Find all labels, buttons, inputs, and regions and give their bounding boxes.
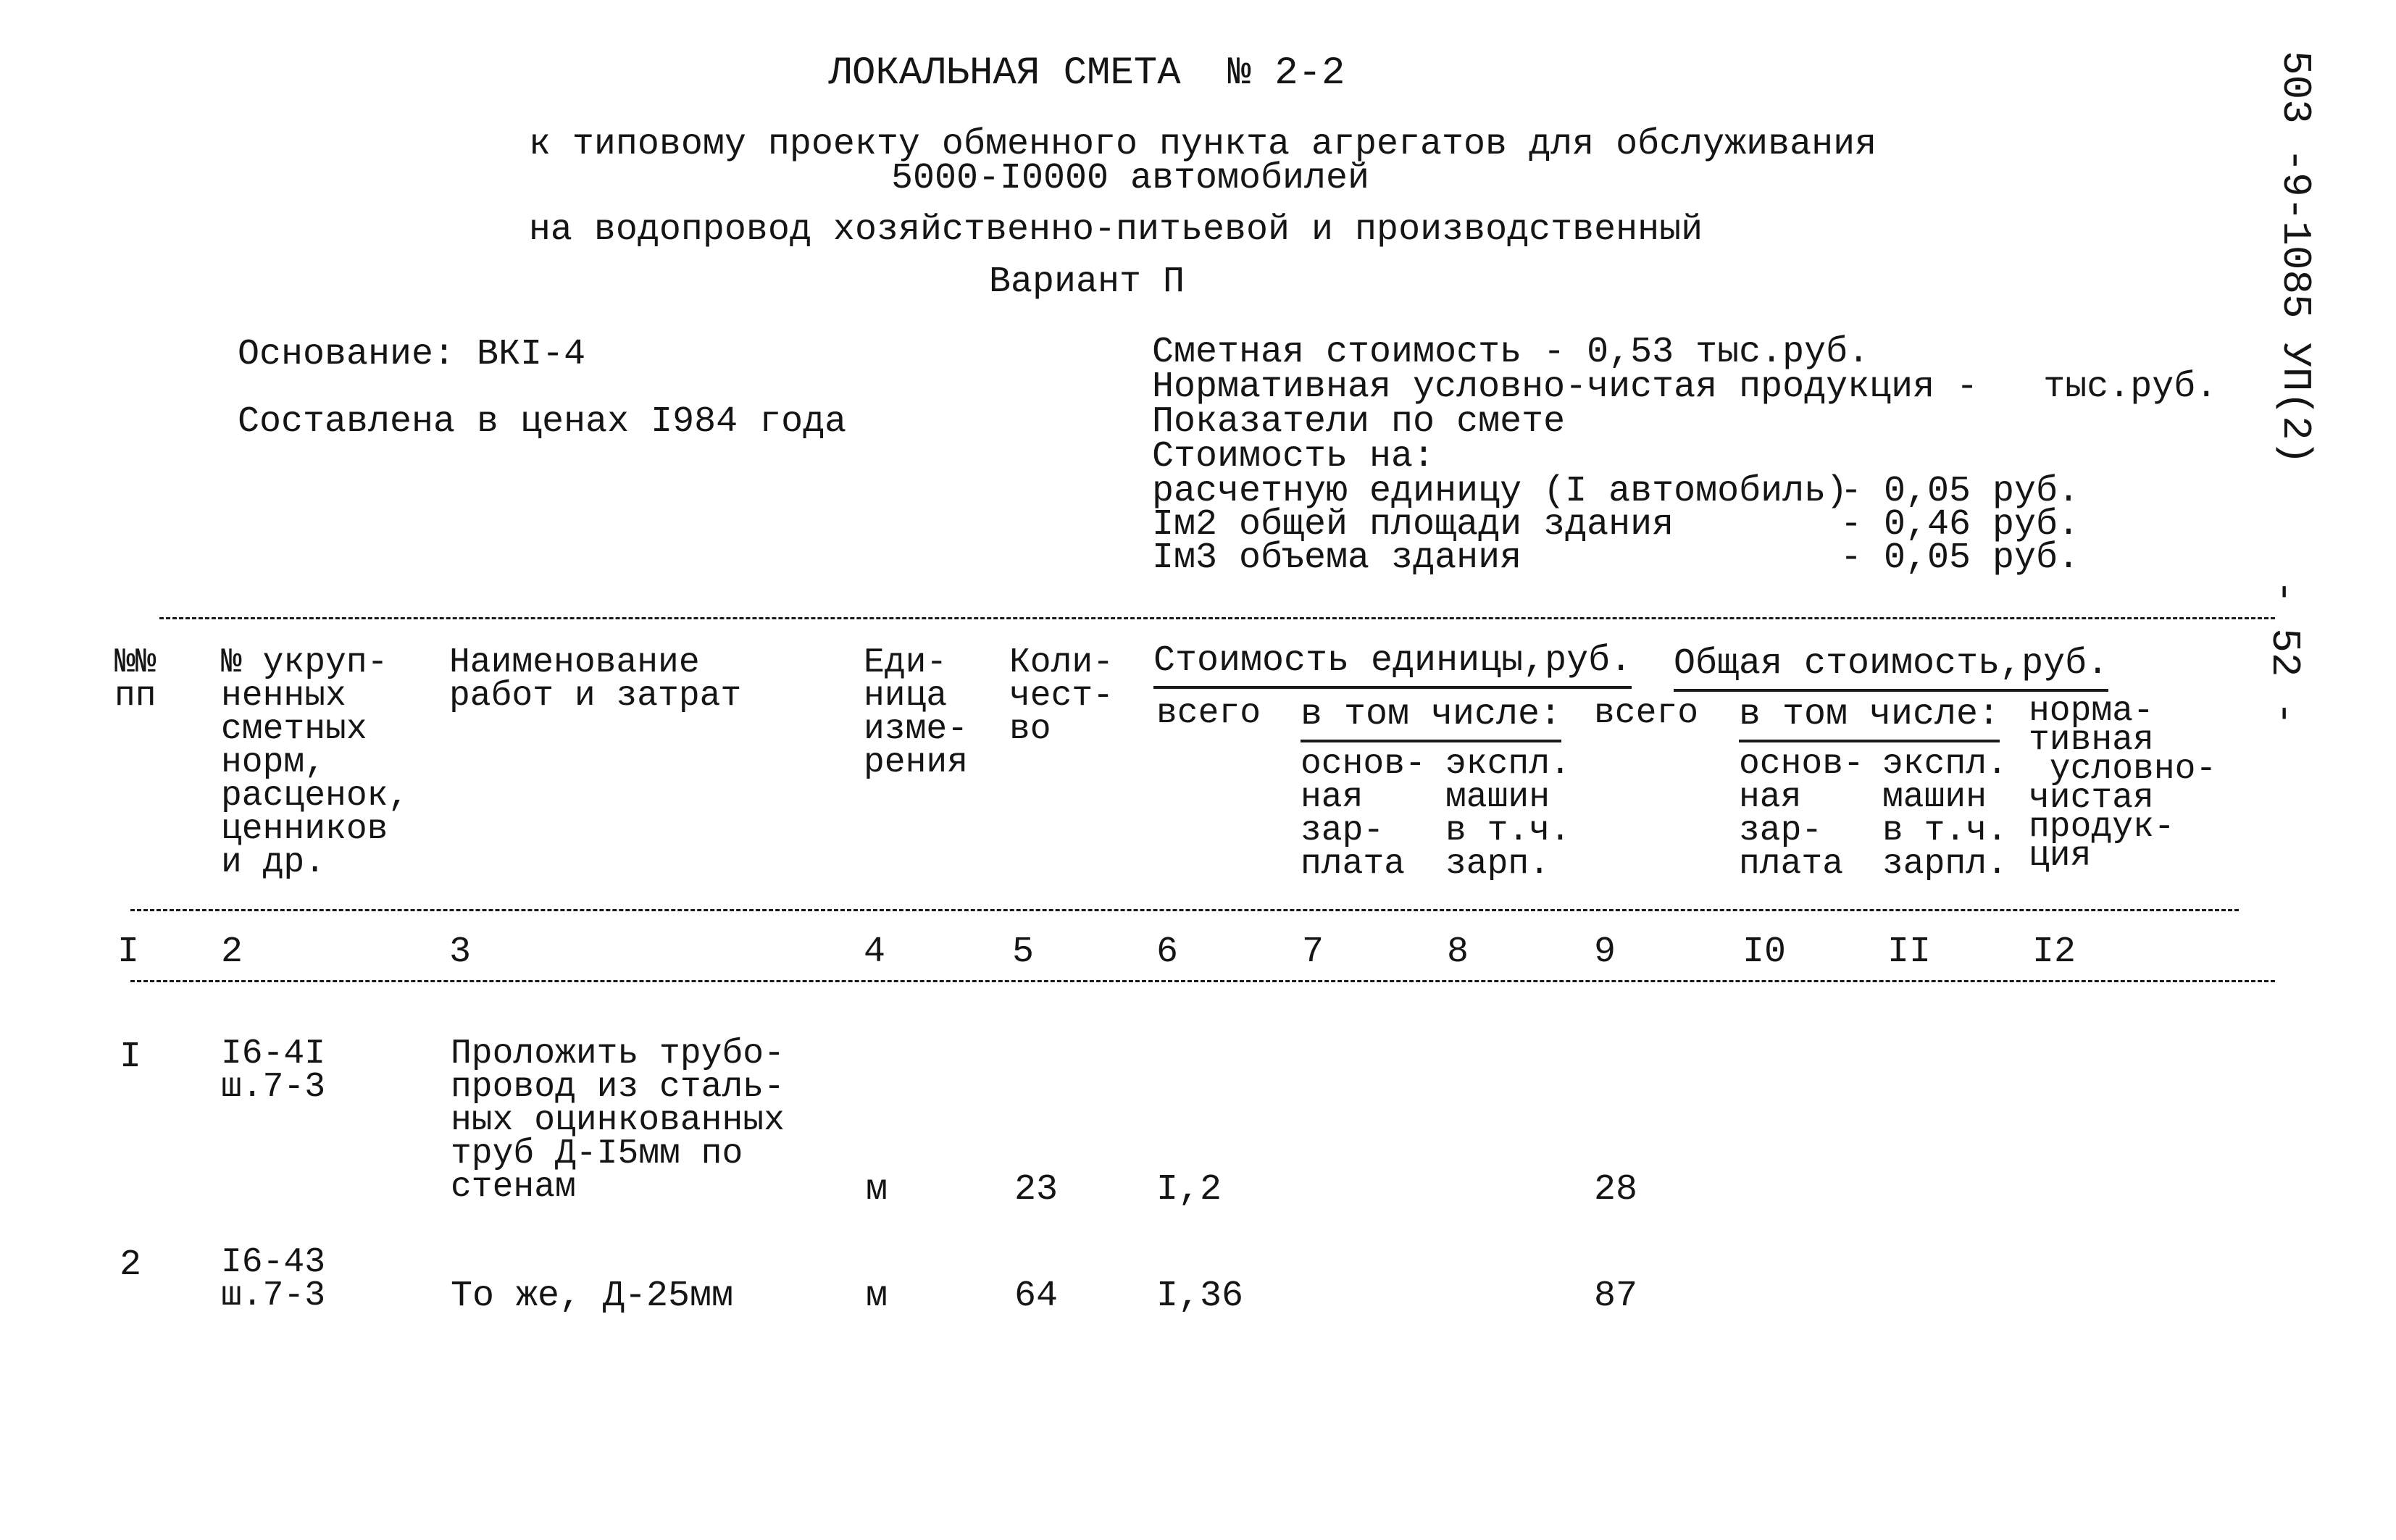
indicator-value: - 0,05 руб.	[1840, 537, 2080, 579]
subtitle-project: к типовому проекту обменного пункта агрегатов для обслуживания	[528, 124, 1877, 165]
header-unit-total: всего	[1156, 694, 1261, 733]
header-grand-total: всего	[1594, 694, 1699, 733]
prices-label: Составлена в ценах I984 года	[238, 401, 847, 443]
header-total-cost: Общая стоимость,руб.	[1674, 646, 2108, 682]
cost-on-label: Стоимость на:	[1152, 436, 1435, 477]
header-unit-cost: Стоимость единицы,руб.	[1153, 643, 1632, 679]
column-number-rule	[130, 980, 2275, 982]
column-number: 8	[1447, 932, 1469, 973]
column-number: 9	[1594, 932, 1616, 973]
row-total: 87	[1594, 1276, 1638, 1317]
row-work-name: Проложить трубо- провод из сталь- ных оцинкованных труб Д-I5мм по стенам	[451, 1034, 785, 1207]
document-code: 503 -9-1085 УП(2)	[2272, 51, 2318, 465]
row-unit: м	[866, 1276, 888, 1317]
column-number: 4	[864, 932, 886, 973]
header-unit: Еди- ница изме- рения	[864, 643, 969, 782]
column-number: I	[117, 932, 140, 973]
column-number: 3	[449, 932, 472, 973]
row-quantity: 64	[1014, 1276, 1059, 1317]
estimated-cost: Сметная стоимость - 0,53 тыс.руб.	[1152, 332, 1870, 373]
indicator-value: - 0,05 руб.	[1840, 471, 2080, 512]
header-work-name: Наименование работ и затрат	[449, 643, 742, 716]
subtitle-capacity: 5000-I0000 автомобилей	[890, 158, 1370, 199]
row-unit: м	[866, 1169, 888, 1210]
column-number: 7	[1302, 932, 1324, 973]
indicator-value: - 0,46 руб.	[1840, 504, 2080, 545]
indicator-label: расчетную единицу (I автомобиль)	[1152, 471, 1848, 512]
subtitle-system: на водопровод хозяйственно-питьевой и производственный	[528, 209, 1703, 251]
column-number: 6	[1156, 932, 1179, 973]
variant-label: Вариант П	[988, 261, 1185, 303]
header-total-machines: экспл. машин в т.ч. зарпл.	[1882, 745, 2008, 884]
indicators-label: Показатели по смете	[1152, 401, 1566, 443]
row-unit-total: I,2	[1156, 1169, 1222, 1210]
header-incl-total: в том числе:	[1739, 697, 2000, 733]
row-number: I	[120, 1037, 142, 1078]
row-norm-code: I6-4I ш.7-3	[221, 1034, 326, 1107]
normative-product: Нормативная условно-чистая продукция - тыс.руб.	[1152, 367, 2218, 408]
document-title: ЛОКАЛЬНАЯ СМЕТА № 2-2	[828, 51, 1345, 96]
table-top-rule	[159, 617, 2275, 619]
row-norm-code: I6-43 ш.7-3	[221, 1243, 326, 1315]
row-total: 28	[1594, 1169, 1638, 1210]
header-norm-code: № укруп- ненных сметных норм, расценок, ценников и др.	[221, 643, 409, 882]
header-quantity: Коли- чест- во	[1009, 643, 1114, 749]
column-number: 5	[1012, 932, 1035, 973]
row-quantity: 23	[1014, 1169, 1059, 1210]
column-number: I0	[1742, 932, 1787, 973]
header-normative-product: норма- тивная условно- чистая продук- ция	[2029, 692, 2217, 876]
header-row-number: №№ пп	[114, 643, 156, 716]
indicator-label: Iм2 общей площади здания	[1152, 504, 1674, 545]
column-number: II	[1887, 932, 1932, 973]
header-bottom-rule	[130, 909, 2239, 911]
column-number: 2	[221, 932, 243, 973]
header-unit-machines: экспл. машин в т.ч. зарп.	[1445, 745, 1571, 884]
basis-label: Основание: ВКI-4	[238, 334, 586, 375]
page-number: - 52 -	[2261, 579, 2308, 726]
row-number: 2	[120, 1244, 142, 1286]
header-incl-unit: в том числе:	[1301, 697, 1561, 733]
header-total-wage: основ- ная зар- плата	[1739, 745, 1864, 884]
header-unit-wage: основ- ная зар- плата	[1301, 745, 1426, 884]
row-work-name: То же, Д-25мм	[451, 1276, 734, 1317]
indicator-label: Iм3 объема здания	[1152, 537, 1522, 579]
column-number: I2	[2032, 932, 2076, 973]
row-unit-total: I,36	[1156, 1276, 1244, 1317]
